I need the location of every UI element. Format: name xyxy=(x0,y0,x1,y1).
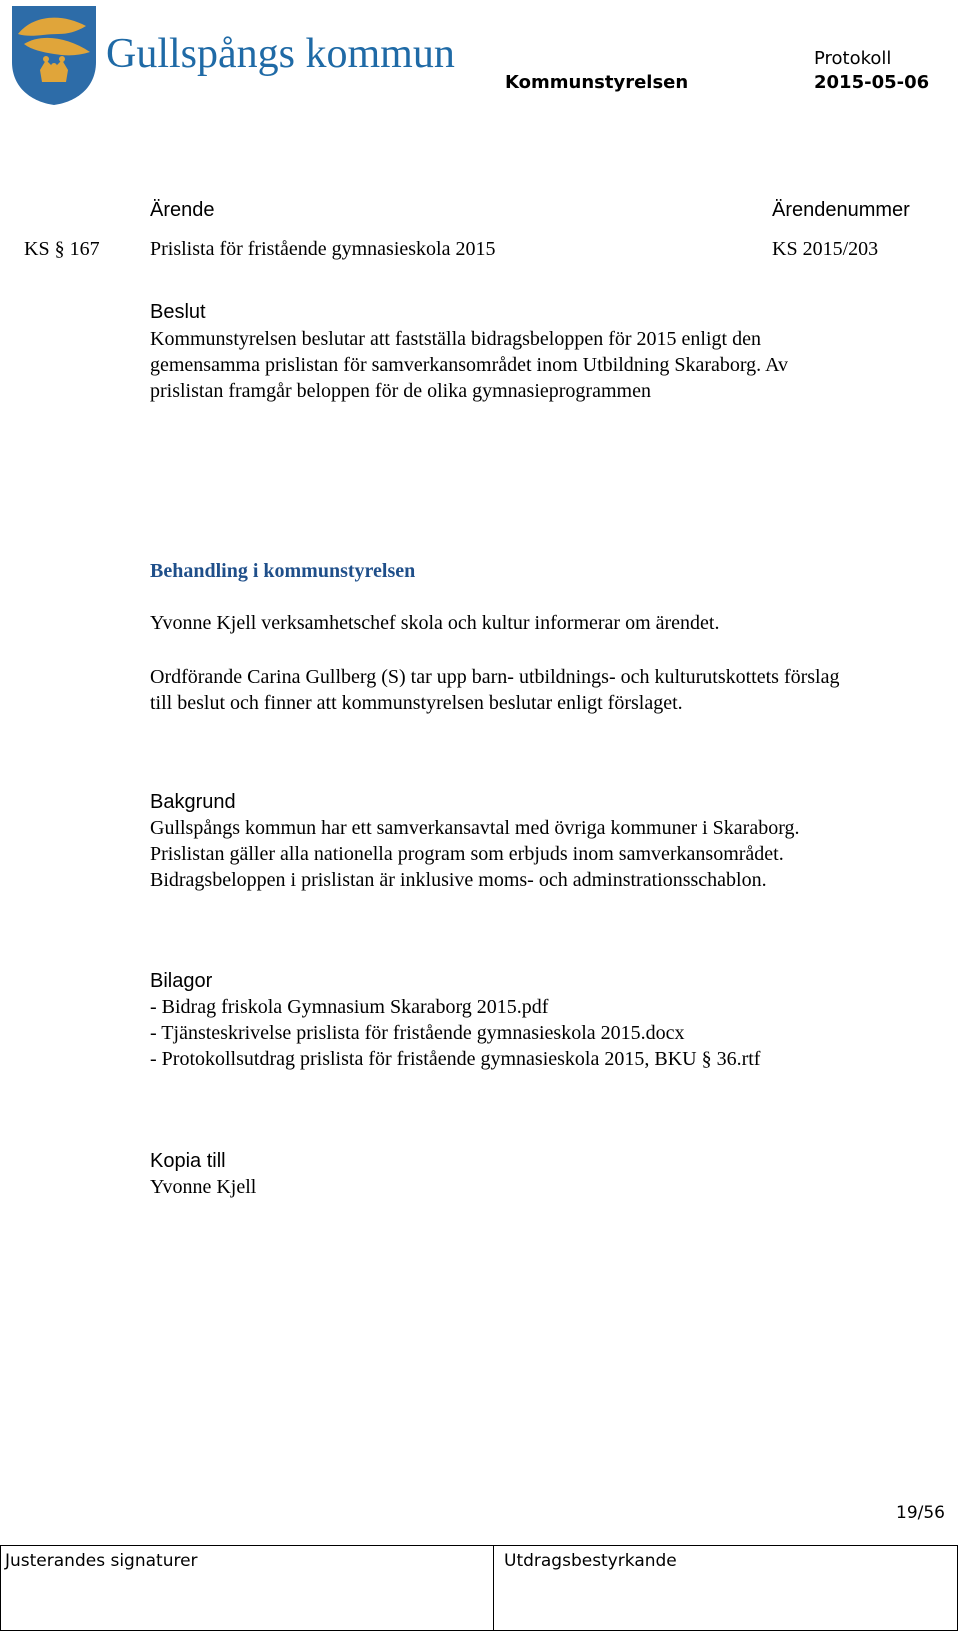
kopia-heading: Kopia till xyxy=(150,1150,226,1172)
bakgrund-heading: Bakgrund xyxy=(150,791,236,813)
signature-box xyxy=(0,1545,958,1631)
bakgrund-text xyxy=(150,815,800,893)
bakgrund-line: Prislistan gäller alla nationella program som erbjuds inom samverkansområdet. xyxy=(150,843,784,865)
utdragsbestyrkande-label: Utdragsbestyrkande xyxy=(504,1551,677,1571)
beslut-line: gemensamma prislistan för samverkansområdet inom Utbildning Skaraborg. Av xyxy=(150,354,789,376)
logo xyxy=(10,4,98,106)
justerandes-signaturer-label: Justerandes signaturer xyxy=(5,1551,198,1571)
org-name: Gullspångs kommun xyxy=(106,31,455,77)
page-number: 19/56 xyxy=(896,1503,945,1523)
arende-label: Ärende xyxy=(150,199,215,221)
bilaga-item: - Tjänsteskrivelse prislista för fristående gymnasieskola 2015.docx xyxy=(150,1022,685,1044)
crest-salmon-crown-icon xyxy=(10,4,98,106)
behandling-line: Ordförande Carina Gullberg (S) tar upp barn- utbildnings- och kulturutskottets förslag xyxy=(150,666,840,688)
protocol-date: 2015-05-06 xyxy=(814,72,930,93)
beslut-text xyxy=(150,326,788,404)
bakgrund-line: Bidragsbeloppen i prislistan är inklusive moms- och adminstrationsschablon. xyxy=(150,869,767,891)
behandling-para1: Yvonne Kjell verksamhetschef skola och kultur informerar om ärendet. xyxy=(150,612,720,634)
bilagor-heading: Bilagor xyxy=(150,970,213,992)
bilaga-item: - Protokollsutdrag prislista för fristående gymnasieskola 2015, BKU § 36.rtf xyxy=(150,1048,761,1070)
beslut-line: prislistan framgår beloppen för de olika gymnasieprogrammen xyxy=(150,380,651,402)
behandling-heading: Behandling i kommunstyrelsen xyxy=(150,560,416,582)
beslut-line: Kommunstyrelsen beslutar att fastställa bidragsbeloppen för 2015 enligt den xyxy=(150,328,761,350)
case-title: Prislista för fristående gymnasieskola 2015 xyxy=(150,238,496,260)
bilaga-item: - Bidrag friskola Gymnasium Skaraborg 2015.pdf xyxy=(150,996,549,1018)
doc-type: Protokoll xyxy=(814,48,892,69)
behandling-line: till beslut och finner att kommunstyrelsen beslutar enligt förslaget. xyxy=(150,692,683,714)
paragraph-number: KS § 167 xyxy=(24,238,100,260)
beslut-heading: Beslut xyxy=(150,301,206,323)
kopia-name: Yvonne Kjell xyxy=(150,1176,257,1198)
arendenummer-label: Ärendenummer xyxy=(772,199,910,221)
signature-divider xyxy=(493,1546,494,1630)
case-number: KS 2015/203 xyxy=(772,238,879,260)
bilagor-list xyxy=(150,994,760,1072)
bakgrund-line: Gullspångs kommun har ett samverkansavtal med övriga kommuner i Skaraborg. xyxy=(150,817,800,839)
board-name: Kommunstyrelsen xyxy=(505,72,689,93)
behandling-para2 xyxy=(150,664,839,716)
